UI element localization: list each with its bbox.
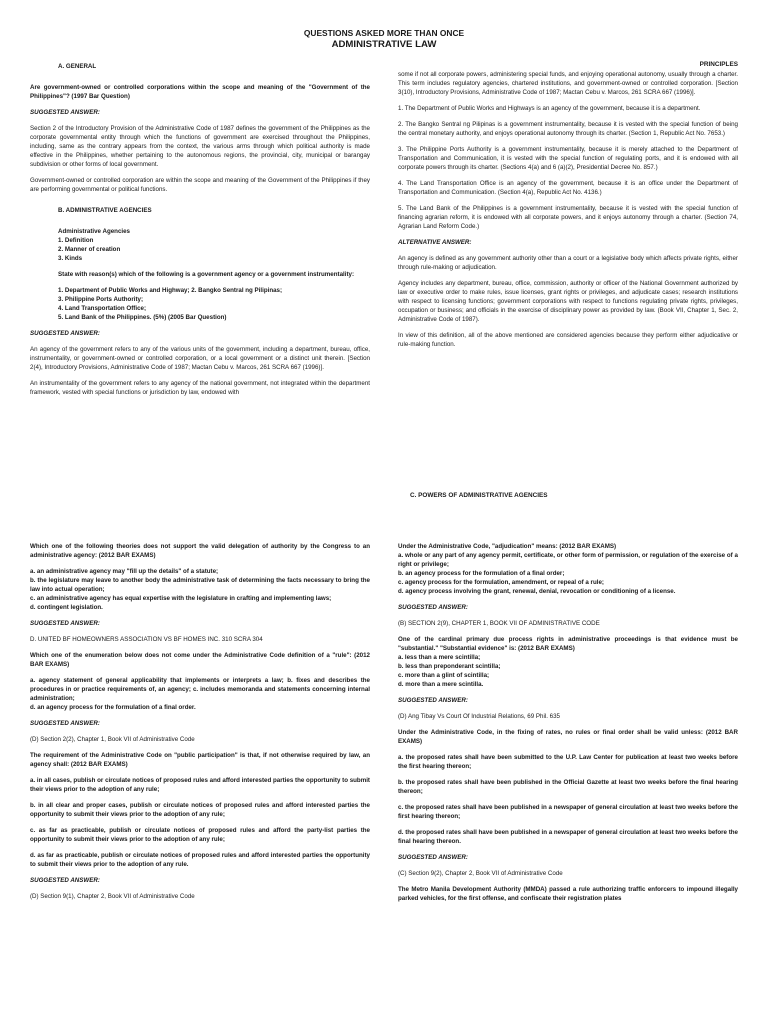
suggested-answer-label: SUGGESTED ANSWER: (398, 697, 468, 704)
question-paragraph: Are government-owned or controlled corporations within the scope and meaning of the "Government of the Philippines"? (1997 Bar Question) (30, 84, 370, 100)
list-item: c. the proposed rates shall have been published in a newspaper of general circulation at least two weeks before the first hearing thereon; (398, 804, 738, 820)
list-item: c. as far as practicable, publish or circulate notices of proposed rules and afford the party-list parties the opportunity to submit their views prior to the adoption of any rule; (30, 827, 370, 843)
suggested-answer-label: SUGGESTED ANSWER: (30, 109, 100, 116)
question-paragraph: The Metro Manila Development Authority (MMDA) passed a rule authorizing traffic enforcers to impound illegally parked vehicles, for the first offense, and confiscate their registration plates (398, 886, 738, 902)
suggested-answer-label: SUGGESTED ANSWER: (30, 620, 100, 627)
list-item: a. less than a mere scintilla; (398, 654, 481, 661)
list-item: 3. Kinds (58, 255, 83, 262)
answer-paragraph: (D) Ang Tibay Vs Court Of Industrial Relations, 69 Phil. 635 (398, 713, 560, 720)
list-item: c. an administrative agency has equal expertise with the legislature in crafting and implementing laws; (30, 595, 332, 602)
suggested-answer-label: SUGGESTED ANSWER: (398, 854, 468, 861)
list-item: a. whole or any part of any agency permit, certificate, or other form of permission, or regulation of the exercise of a right or privilege; (398, 552, 738, 568)
section-c-heading: C. POWERS OF ADMINISTRATIVE AGENCIES (410, 492, 548, 499)
list-item: d. an agency process for the formulation of a final order. (30, 704, 196, 711)
list-item: b. the proposed rates shall have been published in the Official Gazette at least two weeks before the final hearing thereon; (398, 779, 738, 795)
column-bottom-left (30, 542, 370, 901)
answer-paragraph: (B) SECTION 2(9), CHAPTER 1, BOOK VII OF ADMINISTRATIVE CODE (398, 620, 600, 627)
answer-paragraph: (D) Section 2(2), Chapter 1, Book VII of Administrative Code (30, 736, 195, 743)
column-top-left (30, 62, 370, 397)
suggested-answer-label: SUGGESTED ANSWER: (30, 330, 100, 337)
list-item: c. agency process for the formulation, amendment, or repeal of a rule; (398, 579, 604, 586)
answer-paragraph: 5. The Land Bank of the Philippines is a government instrumentality, because it is vested with the special function of financing agrarian reform, it is endowed with all corporate powers, and it enjoys autonomy through a charter. (Section 74, Agrarian Land Reform Code.) (398, 205, 738, 230)
list-item: 1. Department of Public Works and Highway; 2. Bangko Sentral ng Pilipinas; (58, 287, 283, 294)
question-paragraph: Which one of the enumeration below does not come under the Administrative Code definition of a "rule": (2012 BAR EXAMS) (30, 652, 370, 668)
list-item: c. more than a glint of scintilla; (398, 672, 490, 679)
answer-paragraph: 2. The Bangko Sentral ng Pilipinas is a government instrumentality, because it is vested with the special function of being the central monetary authority, and enjoys operational autonomy through its charter. (Section 1, Republic Act No. 7653.) (398, 121, 738, 137)
list-item: a. an administrative agency may "fill up the details" of a statute; (30, 568, 219, 575)
section-b-heading: B. ADMINISTRATIVE AGENCIES (58, 207, 152, 214)
list-item: d. more than a mere scintilla. (398, 681, 484, 688)
question-paragraph: Under the Administrative Code, "adjudication" means: (2012 BAR EXAMS) (398, 543, 617, 550)
list-item: b. the legislature may leave to another body the administrative task of determining the facts necessary to bring the law into actual operation; (30, 577, 370, 593)
answer-paragraph: (D) Section 9(1), Chapter 2, Book VII of Administrative Code (30, 893, 195, 900)
answer-paragraph: some if not all corporate powers, administering special funds, and enjoying operational autonomy, usually through a charter. This term includes regulatory agencies, chartered institutions, and government-owned or controlled corporation. [Section 3(10), Introductory Provisions, Administrative Code of 1987; Mactan Cebu v. Marcos, 261 SCRA 667 (1996)]. (398, 71, 738, 96)
suggested-answer-label: SUGGESTED ANSWER: (30, 720, 100, 727)
list-item: d. the proposed rates shall have been published in a newspaper of general circulation at least two weeks before the final hearing thereon. (398, 829, 738, 845)
section-a-heading: A. GENERAL (58, 63, 97, 70)
alternative-answer-label: ALTERNATIVE ANSWER: (398, 239, 472, 246)
list-item: a. agency statement of general applicability that implements or interprets a law; b. fixes and describes the procedures in or practice requirements of, an agency; c. includes memoranda and statements concerning internal administration; (30, 677, 370, 702)
question-paragraph: Which one of the following theories does not support the valid delegation of authority by the Congress to an administrative agency: (2012 BAR EXAMS) (30, 543, 370, 559)
question-paragraph: One of the cardinal primary due process rights in administrative proceedings is that evidence must be "substantial." "Substantial evidence" is: (2012 BAR EXAMS) (398, 636, 738, 652)
principles-heading: PRINCIPLES (699, 61, 738, 68)
list-item: a. in all cases, publish or circulate notices of proposed rules and afford interested parties the opportunity to submit their views prior to the adoption of any rule; (30, 777, 370, 793)
list-item: 1. Definition (58, 237, 94, 244)
list-item: b. an agency process for the formulation of a final order; (398, 570, 565, 577)
answer-paragraph: Section 2 of the Introductory Provision of the Administrative Code of 1987 defines the government of the Philippines as the corporate governmental entity through which the functions of government are exercised throughout the Philippines, including, same as the contrary appears from the context, the various arms through which political authority is made effective in the Philippines, whether pertaining to the autonomous regions, the provincial, city, municipal or barangay subdivision or other forms of local government. (30, 125, 370, 168)
suggested-answer-label: SUGGESTED ANSWER: (30, 877, 100, 884)
answer-paragraph: (C) Section 9(2), Chapter 2, Book VII of Administrative Code (398, 870, 563, 877)
list-item: b. in all clear and proper cases, publish or circulate notices of proposed rules and afford interested parties the opportunity to submit their views prior to the adoption of any rule; (30, 802, 370, 818)
list-item: d. contingent legislation. (30, 604, 103, 611)
document-subtitle: ADMINISTRATIVE LAW (331, 39, 437, 50)
answer-paragraph: 1. The Department of Public Works and Highways is an agency of the government, because it is a department. (398, 105, 701, 112)
list-item: 4. Land Transportation Office; (58, 305, 147, 312)
list-item: d. as far as practicable, publish or circulate notices of proposed rules and afford interested parties the opportunity to submit their views prior to the adoption of any rule. (30, 852, 370, 868)
answer-paragraph: An agency of the government refers to any of the various units of the government, including a department, bureau, office, instrumentality, or government-owned or controlled corporation, or a local government or a distinct unit therein. [Section 2(4), Introductory Provisions, Administrative Code of 1987; Mactan Cebu v. Marcos, 261 SCRA 667 (1996)]. (30, 346, 370, 371)
answer-paragraph: 3. The Philippine Ports Authority is a government instrumentality, because it is merely attached to the Department of Transportation and Communication, it is vested with the special function of regulating ports, and it is endowed with all corporate powers through its charter. (Sections 4(a) and 6 (a)(2), Presidential Decree No. 857.) (398, 146, 738, 171)
answer-paragraph: D. UNITED BF HOMEOWNERS ASSOCIATION VS BF HOMES INC. 310 SCRA 304 (30, 636, 263, 643)
list-title: Administrative Agencies (58, 228, 130, 235)
column-top-right (398, 70, 738, 349)
suggested-answer-label: SUGGESTED ANSWER: (398, 604, 468, 611)
answer-paragraph: An agency is defined as any government authority other than a court or a legislative body which affects private rights, either through rule-making or adjudication. (398, 255, 738, 271)
column-bottom-right (398, 542, 738, 903)
question-paragraph: State with reason(s) which of the following is a government agency or a government instrumentality: (58, 271, 355, 278)
answer-paragraph: 4. The Land Transportation Office is an agency of the government, because it is an office under the Department of Transportation and Communication. (Section 4(a), Republic Act No. 4136.) (398, 180, 738, 196)
answer-paragraph: In view of this definition, all of the above mentioned are considered agencies because they perform either adjudicative or rule-making function. (398, 332, 738, 348)
list-item: 3. Philippine Ports Authority; (58, 296, 144, 303)
answer-paragraph: An instrumentality of the government refers to any agency of the national government, not integrated within the department framework, vested with special functions or jurisdiction by law, endowed with (30, 380, 370, 396)
list-item: a. the proposed rates shall have been submitted to the U.P. Law Center for publication at least two weeks before the first hearing thereon; (398, 754, 738, 770)
list-item: b. less than preponderant scintilla; (398, 663, 501, 670)
list-item: 5. Land Bank of the Philippines. (5%) (2005 Bar Question) (58, 314, 227, 321)
list-item: 2. Manner of creation (58, 246, 121, 253)
document-title: QUESTIONS ASKED MORE THAN ONCE (303, 28, 465, 38)
list-item: d. agency process involving the grant, renewal, denial, revocation or conditioning of a license. (398, 588, 676, 595)
answer-paragraph: Agency includes any department, bureau, office, commission, authority or officer of the National Government authorized by law or executive order to make rules, issue licenses, grant rights or privileges, and adjudicate cases; research institutions with respect to licensing functions; government corporations with respect to functions regulating private rights, privileges, occupation or business; and officials in the exercise of disciplinary power as provided by law. (Book VII, Chapter 1, Sec. 2, Administrative Code of 1987). (398, 280, 738, 323)
question-paragraph: The requirement of the Administrative Code on "public participation" is that, if not otherwise required by law, an agency shall: (2012 BAR EXAMS) (30, 752, 370, 768)
question-paragraph: Under the Administrative Code, in the fixing of rates, no rules or final order shall be valid unless: (2012 BAR EXAMS) (398, 729, 738, 745)
answer-paragraph: Government-owned or controlled corporation are within the scope and meaning of the Government of the Philippines if they are performing governmental or political functions. (30, 177, 370, 193)
